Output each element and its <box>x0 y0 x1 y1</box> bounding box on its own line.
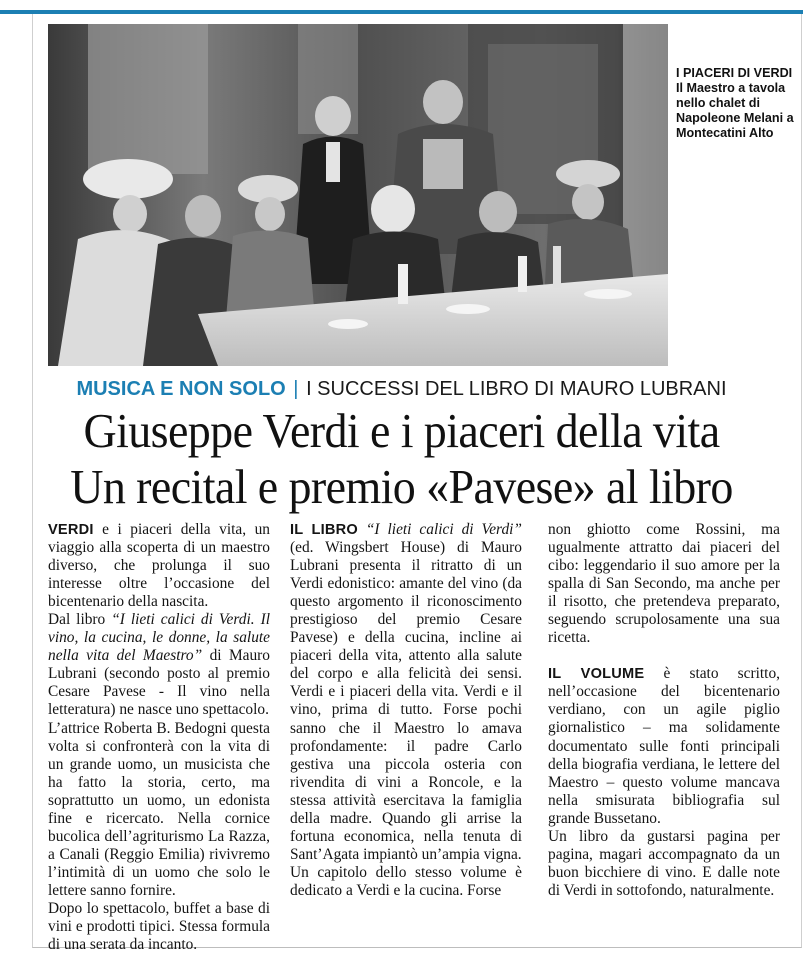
paragraph: L’attrice Roberta B. Bedogni questa volta si confronterà con la vita di un grande uomo, un musicista che ha fatto la storia, certo, ma soprattutto un uomo, un edonista fine e ricercato. Nella cornice bucolica dell’agriturismo La Razza, a Canali (Reggio Emilia) rivivremo l’intimità di un uomo che solo le lettere sanno fornire. <box>48 719 270 899</box>
headline-line-1: Giuseppe Verdi e i piaceri della vita <box>83 403 720 458</box>
paragraph-text: Dal libro <box>48 611 112 629</box>
section-kicker <box>0 376 803 402</box>
article-column-3 <box>548 521 780 900</box>
kicker-topic: I SUCCESSI DEL LIBRO DI MAURO LUBRANI <box>306 378 727 400</box>
paragraph-text: (ed. Wingsbert House) di Mauro Lubrani presenta il ritratto di un Verdi edonistico: amante del vino (da questo argomento il riconoscimento prestigioso del premio Cesare Pavese) e della cucina, incline ai piaceri della vita, attento alla salute del corpo e alla felicità dei sensi. Verdi e i piaceri della vita. Verdi e il vino, prima di tutto. Forse pochi sanno che il Maestro lo amava profondamente: il padre Carlo gestiva una piccola osteria con rivendita di vini a Roncole, e la stessa attività esercitava la famiglia della madre. Quando gli arrise la fortuna economica, nella tenuta di Sant’Agata impiantò un’ampia vigna. <box>290 539 522 863</box>
article-photo <box>48 24 668 366</box>
paragraph: Un libro da gustarsi pagina per pagina, magari accompagnato da un buon bicchiere di vino. E dalle note di Verdi in sottofondo, naturalmente. <box>548 827 780 899</box>
paragraph <box>548 665 780 827</box>
lead-word: VERDI <box>48 522 94 538</box>
book-title: “I lieti calici di Verdi. Il vino, la cucina, le donne, la salute nella vita del Maestro” <box>48 611 270 665</box>
photo-illustration <box>48 24 668 366</box>
caption-text: Il Maestro a tavola nello chalet di Napoleone Melani a Montecatini Alto <box>676 81 794 140</box>
article-column-2 <box>290 521 522 900</box>
lead-word: IL LIBRO <box>290 522 358 538</box>
paragraph: Dopo lo spettacolo, buffet a base di vini e prodotti tipici. Stessa formula di una serata da incanto. <box>48 899 270 954</box>
paragraph <box>48 611 270 719</box>
article-column-1 <box>48 521 270 954</box>
headline-line-2: Un recital e premio «Pavese» al libro <box>70 459 733 514</box>
paragraph: Un capitolo dello stesso volume è dedicato a Verdi e la cucina. Forse <box>290 863 522 899</box>
paragraph <box>290 521 522 864</box>
paragraph: non ghiotto come Rossini, ma ugualmente attratto dai piaceri del cibo: leggendario il suo amore per la spalla di San Secondo, ma anche per il risotto, che pretendeva preparato, seguendo scrupolosamente una sua ricetta. <box>548 521 780 647</box>
lead-word: IL VOLUME <box>548 666 645 683</box>
caption-title: I PIACERI DI VERDI <box>676 66 793 80</box>
book-title: “I lieti calici di Verdi” <box>365 521 522 538</box>
kicker-section: MUSICA E NON SOLO <box>76 378 286 400</box>
paragraph <box>48 521 270 611</box>
kicker-separator: | <box>293 378 299 400</box>
paragraph-text: di Mauro Lubrani (secondo posto al premio Cesare Pavese - Il vino nella letteratura) ne nasce uno spettacolo. <box>48 647 270 719</box>
photo-caption <box>676 66 794 141</box>
paragraph-text: è stato scritto, nell’occasione del bicentenario verdiano, con un agile piglio giornalistico – ma solidamente documentato sulle fonti principali della biografia verdiana, le lettere del Maestro – questo volume mancava nella smisurata bibliografia sul grande Bussetano. <box>548 665 780 827</box>
paragraph-text: e i piaceri della vita, un viaggio alla scoperta di un maestro diverso, che prolunga il suo interesse oltre l’occasione del bicentenario della nascita. <box>48 521 270 611</box>
